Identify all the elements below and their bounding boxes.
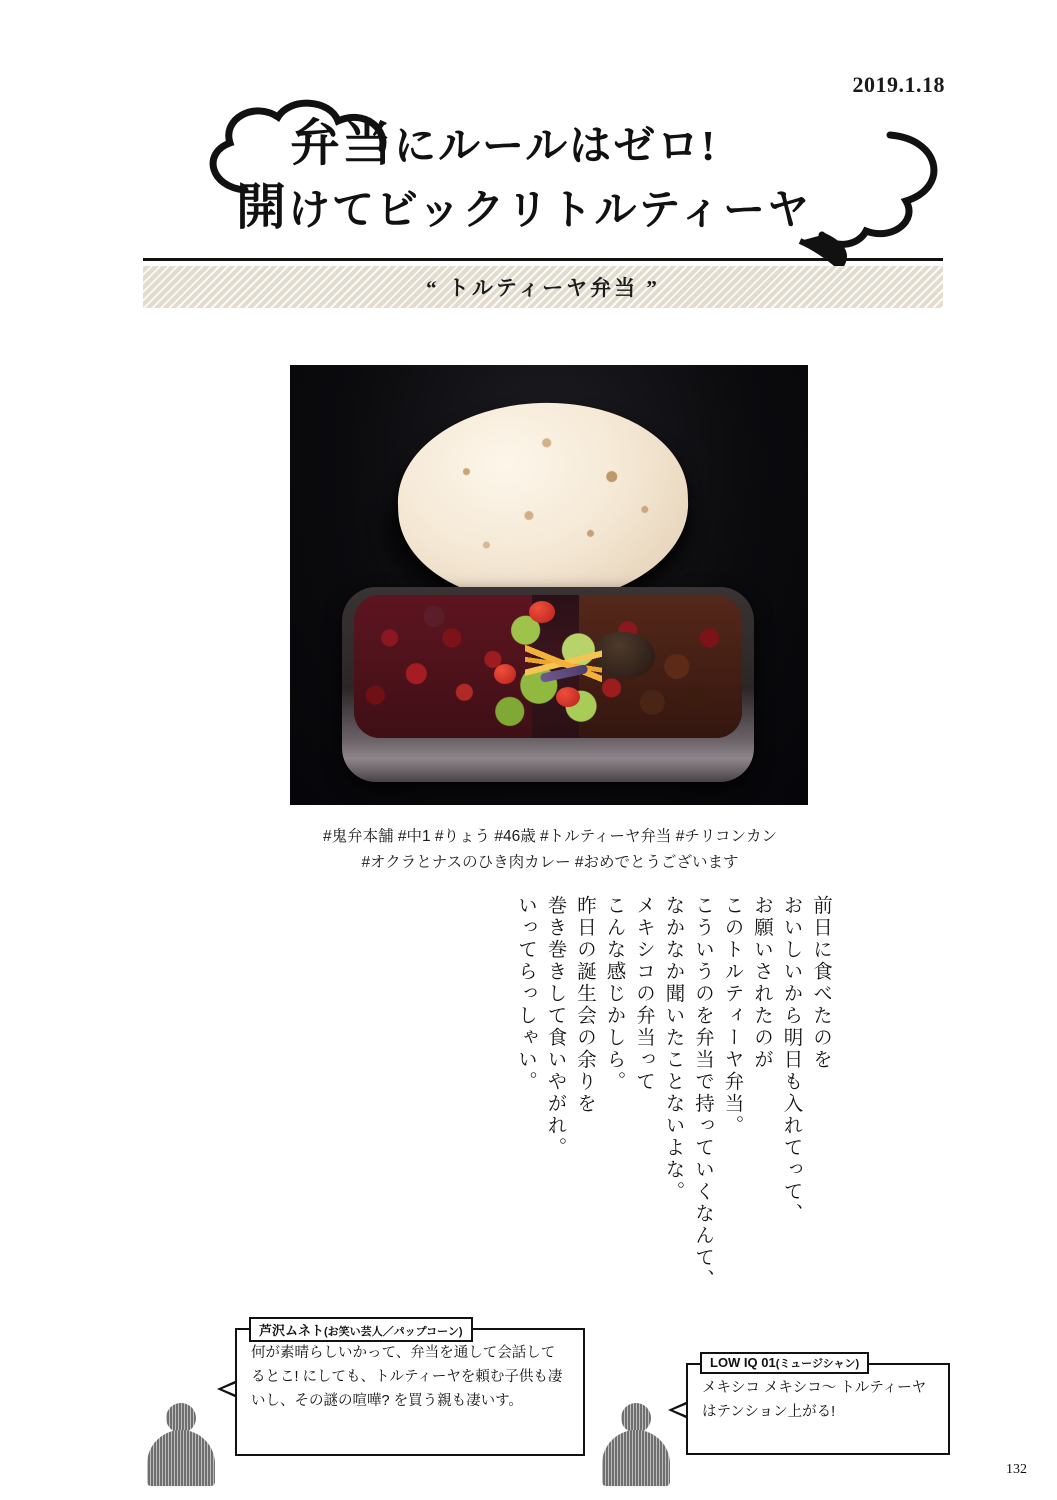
title-line-1 — [290, 103, 717, 175]
hashtags-line-2: #オクラとナスのひき肉カレー #おめでとうございます — [361, 854, 739, 872]
vertical-line: 昨日の誕生会の余りを — [574, 895, 595, 1115]
bento-box — [342, 587, 754, 782]
vertical-line: いってらっしゃい。 — [515, 895, 536, 1093]
issue-date: 2019.1.18 — [852, 72, 945, 97]
page-number: 132 — [1006, 1462, 1027, 1477]
photo-hashtags — [260, 824, 840, 877]
commenter-name-sub: (お笑い芸人／パップコーン) — [324, 1326, 463, 1338]
silhouette-head — [166, 1403, 196, 1433]
vertical-line: おいしいから明日も入れてって、 — [780, 895, 802, 1225]
eggplant-piece — [595, 632, 655, 678]
title-block — [150, 95, 950, 255]
silhouette-body — [602, 1430, 670, 1486]
cherry-tomato — [529, 601, 555, 623]
title-line-1-prefix: 弁当 — [290, 115, 394, 171]
title-line-2 — [236, 167, 811, 239]
vertical-line: 前日に食べたのを — [810, 895, 831, 1071]
title-line-2-rest: けてビックリトルティーヤ — [288, 188, 811, 234]
vertical-line: こういうのを弁当で持っていくなんて、 — [692, 895, 713, 1291]
subtitle-band — [143, 266, 943, 308]
comment-text-2: メキシコ メキシコ〜 トルティーヤはテンション上がる! — [702, 1380, 927, 1420]
hashtags-line-1: #鬼弁本舗 #中1 #りょう #46歳 #トルティーヤ弁当 #チリコンカン — [322, 828, 778, 845]
title-line-2-prefix: 開 — [236, 179, 288, 235]
silhouette-head — [621, 1403, 651, 1433]
vertical-line: こんな感じかしら。 — [603, 895, 625, 1093]
bento-contents — [354, 595, 742, 738]
comment-text-1: 何が素晴らしいかって、弁当を通して会話してるとこ! にしても、トルティーヤを頼む子供も凄いし、その謎の喧嘩? を買う親も凄いす。 — [251, 1345, 563, 1409]
commenter-name-main: 芦沢ムネト — [259, 1323, 325, 1338]
vertical-line: なかなか聞いたことないよな。 — [662, 895, 684, 1203]
commenter-name-2 — [700, 1352, 869, 1374]
comment-bubble-1 — [235, 1323, 585, 1456]
vertical-line: お願いされたのが — [751, 895, 772, 1071]
vertical-line: 巻き巻きして食いやがれ。 — [544, 895, 566, 1159]
title-line-1-rest: にルールはゼロ! — [394, 124, 718, 170]
title-divider-rule — [143, 258, 943, 261]
shredded-cheese — [525, 638, 603, 689]
vertical-line: メキシコの弁当って — [633, 895, 654, 1093]
commenter-name-sub: (ミュージシャン) — [775, 1358, 860, 1370]
commenter-silhouette-icon — [145, 1403, 217, 1485]
commenter-name-main: LOW IQ 01 — [710, 1355, 776, 1370]
commenter-name-1 — [249, 1317, 473, 1342]
vertical-line: このトルティーヤ弁当。 — [721, 895, 743, 1137]
silhouette-body — [147, 1430, 215, 1486]
vertical-body-text — [150, 895, 830, 1295]
tortilla-bento-photo — [290, 365, 808, 805]
cherry-tomato — [556, 687, 580, 707]
comment-block-2 — [600, 1355, 950, 1485]
subtitle-text: “ トルティーヤ弁当 ” — [426, 276, 660, 300]
comment-block-1 — [145, 1320, 585, 1485]
cherry-tomato — [494, 664, 516, 684]
comment-bubble-2 — [686, 1355, 950, 1455]
commenter-silhouette-icon — [600, 1403, 672, 1485]
